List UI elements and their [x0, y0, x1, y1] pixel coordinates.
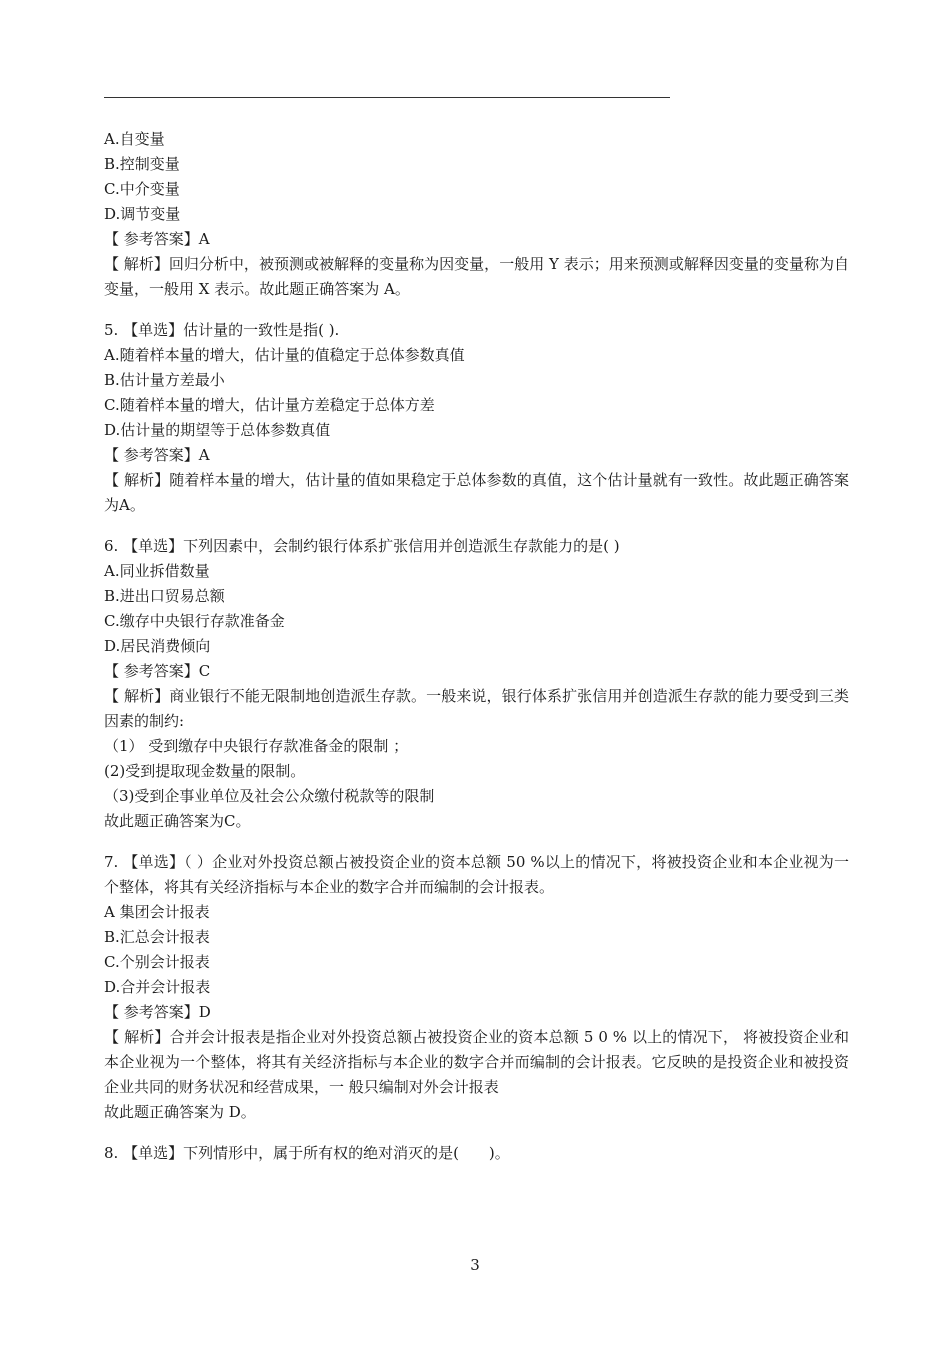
- option-d: D.调节变量: [104, 205, 181, 223]
- question-8: [104, 1141, 849, 1166]
- analysis: 【 解析】合并会计报表是指企业对外投资总额占被投资企业的资本总额 5 0 % 以上的情况下， 将被投资企业和本企业视为一个整体，将其有关经济指标与本企业的数字合并而编制的会计报表。它反映的是投资企业和被投资企业共同的财务状况和经营成果，一 般只编制对外会计报表: [104, 1028, 849, 1096]
- question-stem: 6. 【单选】下列因素中，会制约银行体系扩张信用并创造派生存款能力的是( ): [104, 537, 620, 555]
- reference-answer: 【 参考答案】A: [104, 446, 210, 464]
- option-b: B.估计量方差最小: [104, 371, 225, 389]
- question-7: [104, 850, 849, 1125]
- conclusion: 故此题正确答案为C。: [104, 812, 251, 830]
- option-c: C.个别会计报表: [104, 953, 210, 971]
- option-d: D.合并会计报表: [104, 978, 211, 996]
- conclusion: 故此题正确答案为 D。: [104, 1103, 256, 1121]
- option-c: C.中介变量: [104, 180, 180, 198]
- question-4-tail: [104, 127, 849, 302]
- option-a: A 集团会计报表: [104, 903, 210, 921]
- header-rule: [104, 97, 670, 98]
- option-c: C.随着样本量的增大，估计量方差稳定于总体方差: [104, 396, 435, 414]
- question-stem: 8. 【单选】下列情形中，属于所有权的绝对消灭的是( )。: [104, 1144, 510, 1162]
- reference-answer: 【 参考答案】A: [104, 230, 210, 248]
- option-c: C.缴存中央银行存款准备金: [104, 612, 285, 630]
- option-b: B.控制变量: [104, 155, 180, 173]
- option-b: B.汇总会计报表: [104, 928, 210, 946]
- analysis: 【 解析】商业银行不能无限制地创造派生存款。一般来说，银行体系扩张信用并创造派生存款的能力要受到三类因素的制约:: [104, 687, 849, 730]
- factor-1: （1） 受到缴存中央银行存款准备金的限制 ；: [104, 737, 409, 755]
- page-number: 3: [470, 1256, 480, 1274]
- question-5: [104, 318, 849, 518]
- question-stem: 7. 【单选】（ ）企业对外投资总额占被投资企业的资本总额 50 %以上的情况下，将被投资企业和本企业视为一个整体，将其有关经济指标与本企业的数字合并而编制的会计报表。: [104, 853, 849, 896]
- question-6: [104, 534, 849, 834]
- option-d: D.居民消费倾向: [104, 637, 211, 655]
- option-d: D.估计量的期望等于总体参数真值: [104, 421, 331, 439]
- option-a: A.自变量: [104, 130, 165, 148]
- analysis: 【 解析】随着样本量的增大，估计量的值如果稳定于总体参数的真值，这个估计量就有一致性。故此题正确答案为A。: [104, 471, 849, 514]
- option-a: A.随着样本量的增大，估计量的值稳定于总体参数真值: [104, 346, 465, 364]
- question-stem: 5. 【单选】估计量的一致性是指( ).: [104, 321, 340, 339]
- option-b: B.进出口贸易总额: [104, 587, 225, 605]
- reference-answer: 【 参考答案】C: [104, 662, 211, 680]
- analysis: 【 解析】回归分析中，被预测或被解释的变量称为因变量，一般用 Y 表示；用来预测或解释因变量的变量称为自变量，一般用 X 表示。故此题正确答案为 A。: [104, 255, 849, 298]
- factor-3: （3)受到企事业单位及社会公众缴付税款等的限制: [104, 787, 435, 805]
- factor-2: (2)受到提取现金数量的限制。: [104, 762, 306, 780]
- reference-answer: 【 参考答案】D: [104, 1003, 211, 1021]
- option-a: A.同业拆借数量: [104, 562, 210, 580]
- page-content: [104, 127, 849, 1182]
